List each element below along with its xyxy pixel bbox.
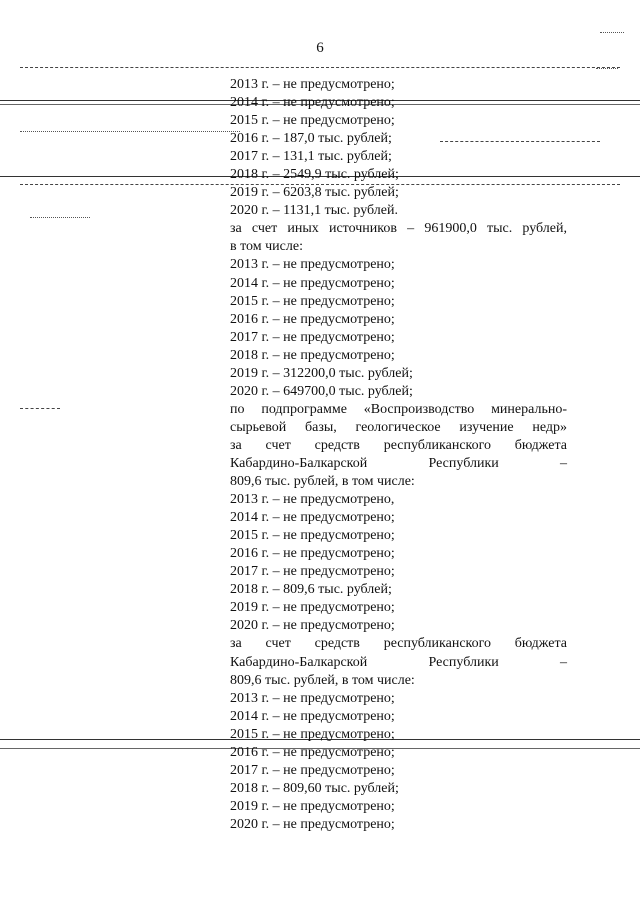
text-line: 2014 г. – не предусмотрено; bbox=[230, 510, 395, 526]
text-line: 2013 г. – не предусмотрено, bbox=[230, 492, 395, 508]
text-line: 2015 г. – не предусмотрено; bbox=[230, 528, 395, 544]
text-line: 2018 г. – 809,6 тыс. рублей; bbox=[230, 582, 392, 598]
text-line: 2018 г. – не предусмотрено; bbox=[230, 347, 395, 363]
text-line: 2015 г. – не предусмотрено; bbox=[230, 726, 395, 742]
text-line: 2019 г. – 6203,8 тыс. рублей; bbox=[230, 185, 399, 201]
text-line: 2014 г. – не предусмотрено; bbox=[230, 275, 395, 291]
text-line: 2014 г. – не предусмотрено; bbox=[230, 708, 395, 724]
scan-artifact-line bbox=[20, 67, 620, 68]
text-line: в том числе: bbox=[230, 239, 303, 255]
text-line: 2015 г. – не предусмотрено; bbox=[230, 293, 395, 309]
text-line: 2016 г. – 187,0 тыс. рублей; bbox=[230, 131, 392, 147]
text-line: 2020 г. – не предусмотрено; bbox=[230, 816, 395, 832]
page-number: 6 bbox=[316, 40, 324, 56]
scan-artifact-line bbox=[20, 131, 240, 132]
text-line: 2015 г. – не предусмотрено; bbox=[230, 113, 395, 129]
text-line: 2016 г. – не предусмотрено; bbox=[230, 744, 395, 760]
text-line: 2016 г. – не предусмотрено; bbox=[230, 311, 395, 327]
text-line: 2017 г. – не предусмотрено; bbox=[230, 564, 395, 580]
scan-artifact-line bbox=[20, 408, 60, 409]
text-line: за счет средств республиканского бюджета bbox=[230, 437, 567, 453]
text-line: 2016 г. – не предусмотрено; bbox=[230, 546, 395, 562]
text-line: 2018 г. – 809,60 тыс. рублей; bbox=[230, 780, 399, 796]
text-line: 2017 г. – не предусмотрено; bbox=[230, 329, 395, 345]
document-body bbox=[230, 76, 567, 834]
text-line: 2019 г. – 312200,0 тыс. рублей; bbox=[230, 365, 413, 381]
text-line: 2020 г. – не предусмотрено; bbox=[230, 618, 395, 634]
scan-artifact-line bbox=[30, 217, 90, 218]
text-line: 2020 г. – 1131,1 тыс. рублей. bbox=[230, 203, 398, 219]
text-line: 2013 г. – не предусмотрено; bbox=[230, 77, 395, 92]
scan-artifact-line bbox=[600, 32, 624, 33]
text-line: 2014 г. – не предусмотрено; bbox=[230, 95, 395, 111]
text-line: Кабардино-Балкарской Республики – bbox=[230, 654, 567, 670]
text-line: за счет иных источников – 961900,0 тыс. рублей, bbox=[230, 221, 567, 237]
text-line: за счет средств республиканского бюджета bbox=[230, 636, 567, 652]
text-line: 2013 г. – не предусмотрено; bbox=[230, 690, 395, 706]
text-line: 2020 г. – 649700,0 тыс. рублей; bbox=[230, 383, 413, 399]
text-line: 2019 г. – не предусмотрено; bbox=[230, 798, 395, 814]
text-line: Кабардино-Балкарской Республики – bbox=[230, 455, 567, 471]
text-line: 809,6 тыс. рублей, в том числе: bbox=[230, 672, 415, 688]
text-line: 809,6 тыс. рублей, в том числе: bbox=[230, 474, 415, 490]
text-line: 2019 г. – не предусмотрено; bbox=[230, 600, 395, 616]
text-line: 2017 г. – не предусмотрено; bbox=[230, 762, 395, 778]
text-line: сырьевой базы, геологическое изучение недр» bbox=[230, 419, 567, 435]
text-line: по подпрограмме «Воспроизводство минерально- bbox=[230, 401, 567, 417]
text-line: 2018 г. – 2549,9 тыс. рублей; bbox=[230, 167, 399, 183]
text-line: 2017 г. – 131,1 тыс. рублей; bbox=[230, 149, 392, 165]
text-line: 2013 г. – не предусмотрено; bbox=[230, 257, 395, 273]
scan-artifact-line bbox=[596, 68, 618, 69]
